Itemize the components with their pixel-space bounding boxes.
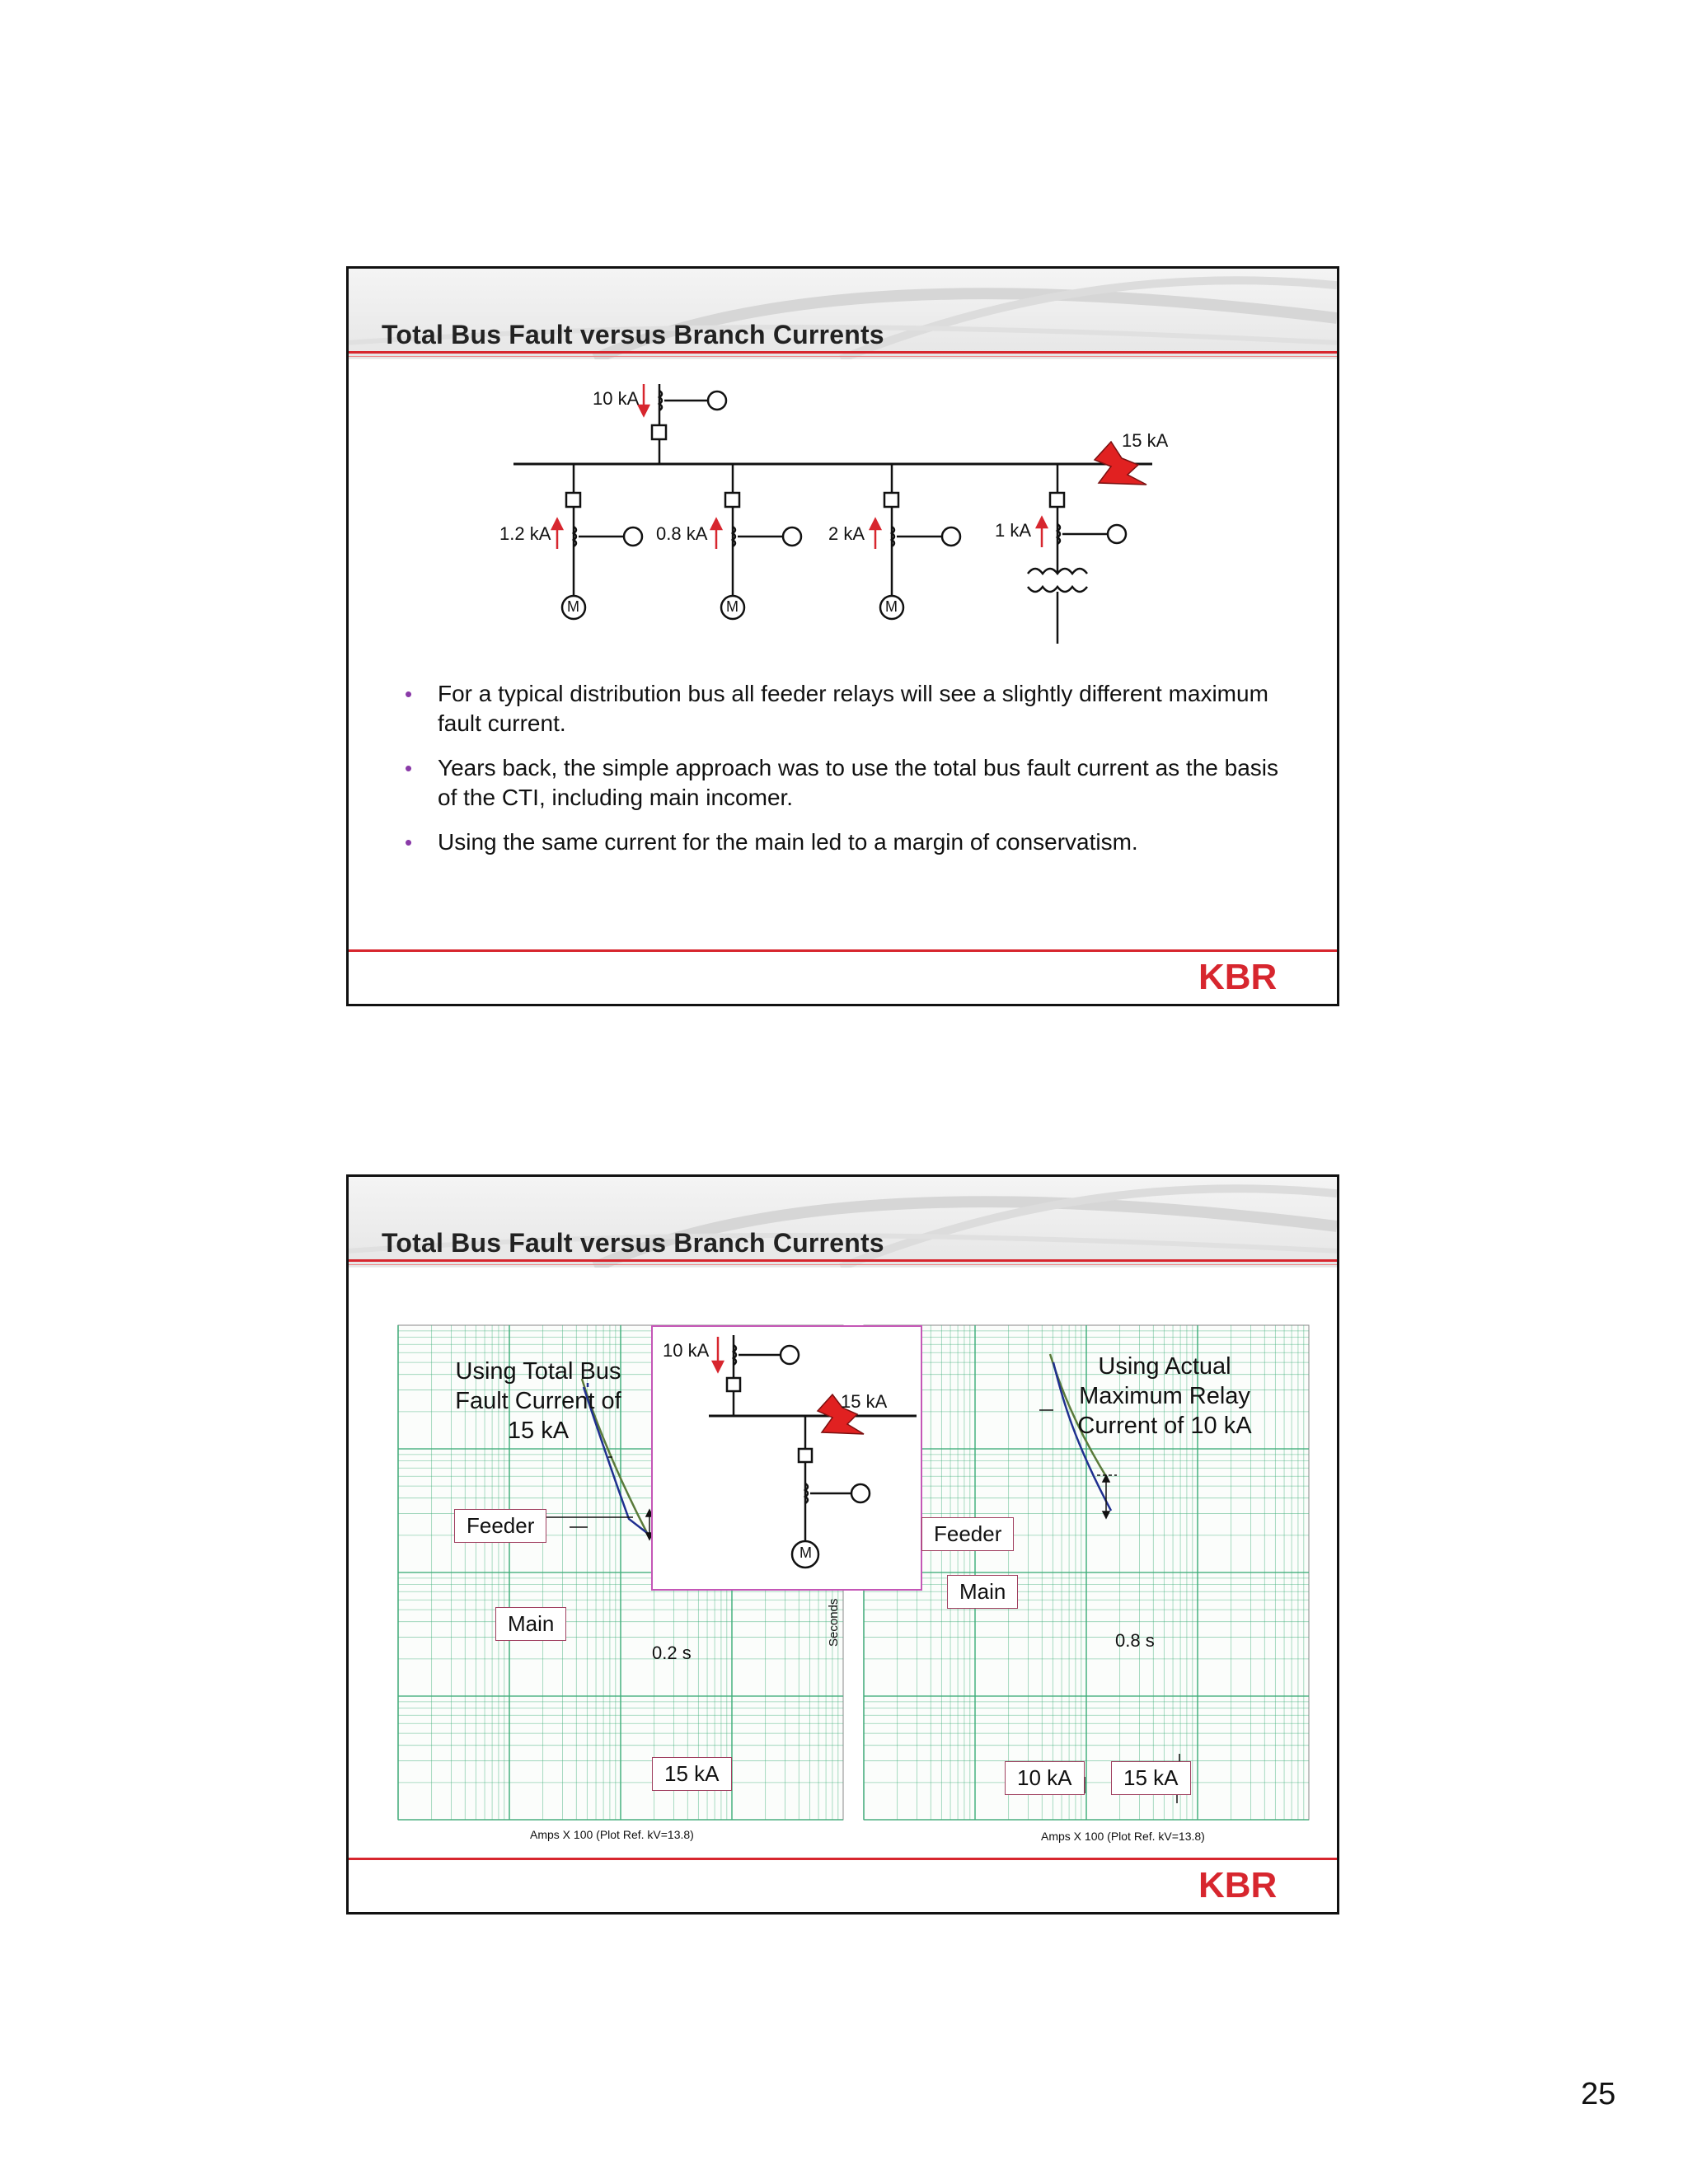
- motor-label: M: [567, 598, 579, 615]
- slide-title: Total Bus Fault versus Branch Currents: [382, 1228, 884, 1258]
- main-label-right: Main: [947, 1575, 1018, 1609]
- branch-current-label: 1.2 kA: [499, 523, 551, 544]
- bullet-dot-icon: •: [405, 682, 413, 706]
- left-plot-note: Using Total Bus Fault Current of 15 kA: [455, 1358, 621, 1444]
- right-plot-note: Using Actual Maximum Relay Current of 10 kA: [1077, 1353, 1252, 1439]
- incomer-current-label: 10 kA: [593, 388, 640, 409]
- bullet-dot-icon: •: [405, 830, 413, 855]
- page-number: 25: [1581, 2077, 1616, 2111]
- bullet-item: • Years back, the simple approach was to use the total bus fault current as the basis of the CTI, including main incomer.: [405, 755, 1278, 810]
- one-line-diagram: [349, 269, 1339, 664]
- branch-current-label: 2 kA: [828, 523, 865, 544]
- kbr-logo: [1198, 954, 1306, 996]
- feeder-label-left: Feeder: [454, 1509, 546, 1543]
- main-label-left: Main: [495, 1607, 566, 1641]
- bullet-dot-icon: •: [405, 756, 413, 780]
- svg-text:KBR: KBR: [1198, 957, 1278, 996]
- current-box-right-2: 15 kA: [1111, 1761, 1191, 1795]
- current-box-right-1: 10 kA: [1005, 1761, 1085, 1795]
- margin-label-left: 0.2 s: [652, 1643, 692, 1663]
- inset-fault-current: 15 kA: [841, 1391, 888, 1412]
- kbr-logo: [1198, 1863, 1306, 1904]
- slide-1: [346, 266, 1339, 1006]
- margin-label-right: 0.8 s: [1115, 1630, 1155, 1651]
- motor-label: M: [726, 598, 738, 615]
- motor-label: M: [885, 598, 898, 615]
- svg-text:KBR: KBR: [1198, 1865, 1278, 1904]
- branch-current-label: 1 kA: [995, 520, 1032, 541]
- x-axis-label-right: Amps X 100 (Plot Ref. kV=13.8): [1041, 1830, 1205, 1843]
- inset-incomer-current: 10 kA: [663, 1340, 710, 1361]
- branch-current-label: 0.8 kA: [656, 523, 708, 544]
- inset-one-line: [653, 1327, 921, 1589]
- bullet-list: [398, 679, 1288, 872]
- feeder-label-right: Feeder: [921, 1517, 1014, 1551]
- slide-2: [346, 1174, 1339, 1915]
- footer-divider: [349, 949, 1337, 952]
- x-axis-label-left: Amps X 100 (Plot Ref. kV=13.8): [530, 1828, 694, 1841]
- fault-current-label: 15 kA: [1122, 430, 1169, 451]
- bullet-item: • For a typical distribution bus all feeder relays will see a slightly different maximum fault current.: [405, 681, 1268, 736]
- current-box-left: 15 kA: [652, 1757, 732, 1791]
- y-axis-label-right: Seconds: [827, 1598, 841, 1647]
- bullet-item: • Using the same current for the main led to a margin of conservatism.: [398, 827, 1288, 857]
- footer-divider: [349, 1858, 1337, 1860]
- slide-title: Total Bus Fault versus Branch Currents: [382, 320, 884, 349]
- inset-diagram: [651, 1325, 922, 1591]
- inset-motor-label: M: [799, 1544, 812, 1561]
